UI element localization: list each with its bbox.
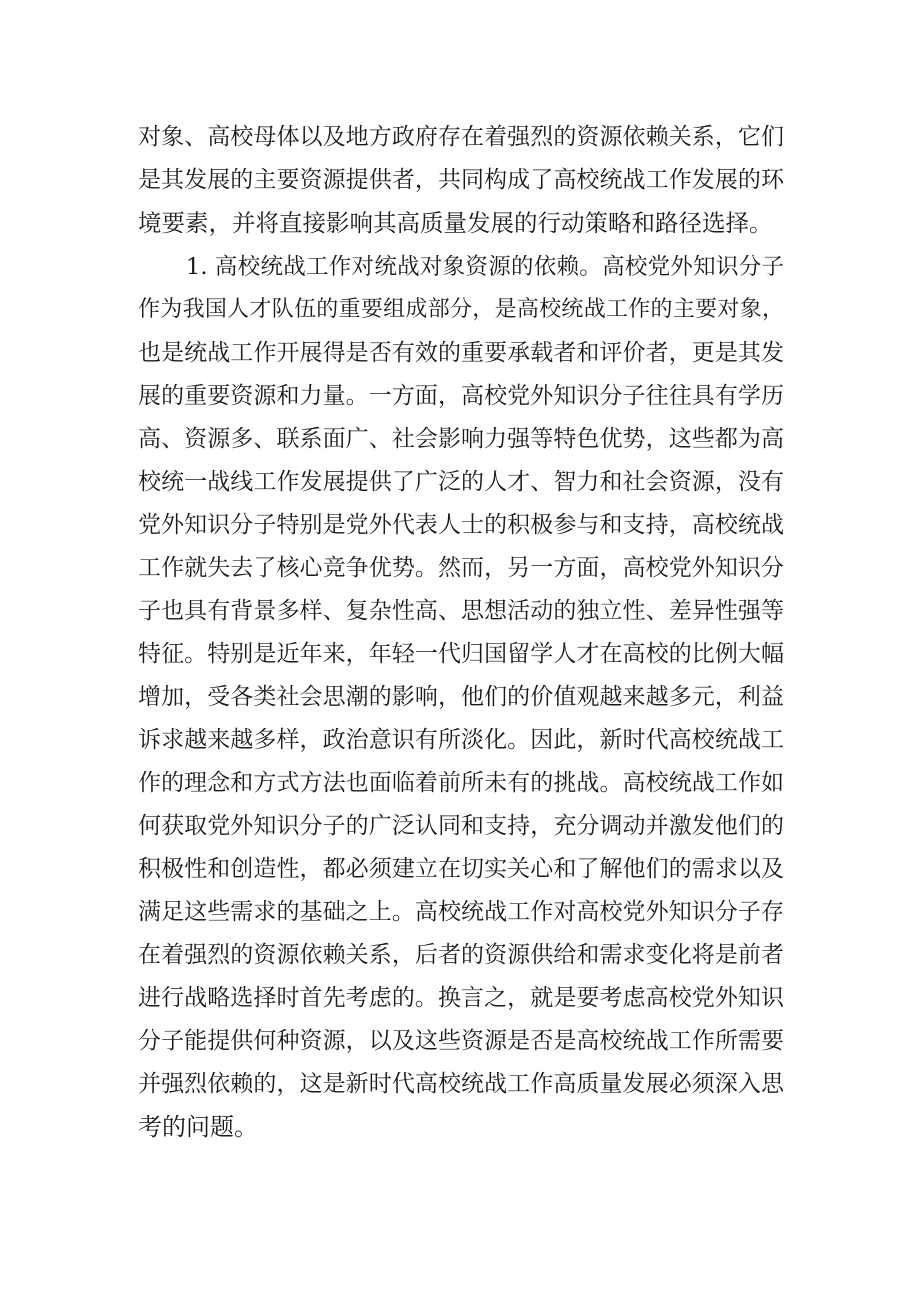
paragraph-1-line-2: 是其发展的主要资源提供者，共同构成了高校统战工作发展的环 bbox=[138, 167, 784, 193]
paragraph-2-line-18: 进行战略选择时首先考虑的。换言之，就是要考虑高校党外知识 bbox=[138, 985, 784, 1011]
paragraph-1-line-1: 对象、高校母体以及地方政府存在着强烈的资源依赖关系，它们 bbox=[138, 124, 784, 150]
paragraph-2-line-2: 作为我国人才队伍的重要组成部分，是高校统战工作的主要对象， bbox=[138, 297, 784, 322]
paragraph-2-line-10: 特征。特别是近年来，年轻一代归国留学人才在高校的比例大幅 bbox=[138, 641, 784, 667]
paragraph-2-line-15: 积极性和创造性，都必须建立在切实关心和了解他们的需求以及 bbox=[138, 856, 784, 882]
paragraph-2-line-17: 在着强烈的资源依赖关系，后者的资源供给和需求变化将是前者 bbox=[138, 942, 784, 968]
paragraph-2-line-8: 工作就失去了核心竞争优势。然而，另一方面，高校党外知识分 bbox=[138, 555, 784, 581]
paragraph-2-line-12: 诉求越来越多样，政治意识有所淡化。因此，新时代高校统战工 bbox=[138, 727, 784, 753]
paragraph-2-line-5: 高、资源多、联系面广、社会影响力强等特色优势，这些都为高 bbox=[138, 426, 784, 452]
paragraph-2-line-3: 也是统战工作开展得是否有效的重要承载者和评价者，更是其发 bbox=[138, 340, 784, 366]
paragraph-2-line-4: 展的重要资源和力量。一方面，高校党外知识分子往往具有学历 bbox=[138, 383, 784, 409]
paragraph-2-line-11: 增加，受各类社会思潮的影响，他们的价值观越来越多元，利益 bbox=[138, 684, 784, 710]
paragraph-2-line-21: 考的问题。 bbox=[138, 1113, 258, 1141]
paragraph-2-line-1: 1. 高校统战工作对统战对象资源的依赖。高校党外知识分子 bbox=[186, 254, 784, 280]
paragraph-2-line-13: 作的理念和方式方法也面临着前所未有的挑战。高校统战工作如 bbox=[138, 770, 784, 796]
paragraph-2-line-16: 满足这些需求的基础之上。高校统战工作对高校党外知识分子存 bbox=[138, 899, 784, 925]
paragraph-2-line-19: 分子能提供何种资源，以及这些资源是否是高校统战工作所需要 bbox=[138, 1028, 784, 1054]
paragraph-2-line-20: 并强烈依赖的，这是新时代高校统战工作高质量发展必须深入思 bbox=[138, 1071, 784, 1097]
paragraph-1-line-3: 境要素，并将直接影响其高质量发展的行动策略和路径选择。 bbox=[138, 209, 773, 237]
paragraph-2-line-9: 子也具有背景多样、复杂性高、思想活动的独立性、差异性强等 bbox=[138, 598, 784, 624]
paragraph-2-line-7: 党外知识分子特别是党外代表人士的积极参与和支持，高校统战 bbox=[138, 512, 784, 538]
paragraph-2-line-6: 校统一战线工作发展提供了广泛的人才、智力和社会资源，没有 bbox=[138, 469, 784, 495]
paragraph-2-line-14: 何获取党外知识分子的广泛认同和支持，充分调动并激发他们的 bbox=[138, 813, 784, 839]
